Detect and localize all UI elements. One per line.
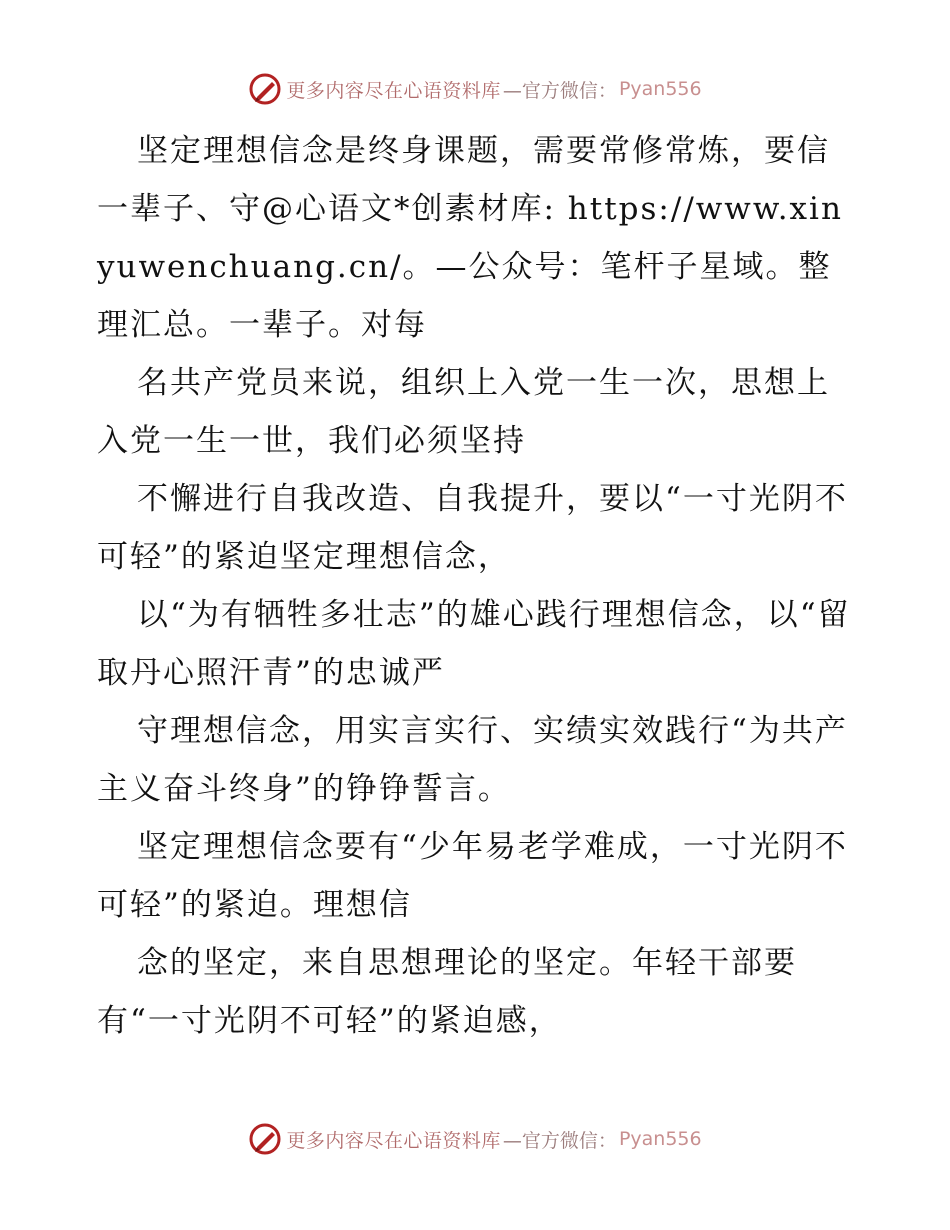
paragraph-2: 名共产党员来说，组织上入党一生一次，思想上入党一生一世，我们必须坚持 [97, 365, 830, 459]
watermark-separator: —官方微信： [502, 79, 617, 102]
watermark-text: 更多内容尽在心语资料库 [286, 1129, 501, 1152]
watermark-separator: —官方微信： [502, 1129, 617, 1152]
watermark-account: Pyan556 [618, 1128, 702, 1150]
paragraph-6: 坚定理想信念要有“少年易老学难成，一寸光阴不可轻”的紧迫。理想信 [97, 829, 848, 923]
pen-logo-icon [248, 1122, 282, 1156]
paragraph-5: 守理想信念，用实言实行、实绩实效践行“为共产主义奋斗终身”的铮铮誓言。 [97, 713, 848, 807]
watermark-text: 更多内容尽在心语资料库 [286, 79, 501, 102]
paragraph-1: 坚定理想信念是终身课题，需要常修常炼，要信一辈子、守@心语文*创素材库: https://www.xinyuwenchuang.cn/。—公众号：笔杆子星域。整理汇总。一辈子。对每 [97, 133, 843, 343]
watermark-account: Pyan556 [618, 78, 702, 100]
footer-watermark [0, 1122, 950, 1156]
paragraph-4: 以“为有牺牲多壮志”的雄心践行理想信念，以“留取丹心照汗青”的忠诚严 [97, 597, 851, 691]
paragraph-3: 不懈进行自我改造、自我提升，要以“一寸光阴不可轻”的紧迫坚定理想信念， [97, 481, 848, 575]
paragraph-7: 念的坚定，来自思想理论的坚定。年轻干部要有“一寸光阴不可轻”的紧迫感， [97, 945, 797, 1039]
header-watermark [0, 72, 950, 106]
document-body [97, 122, 857, 1050]
pen-logo-icon [248, 72, 282, 106]
